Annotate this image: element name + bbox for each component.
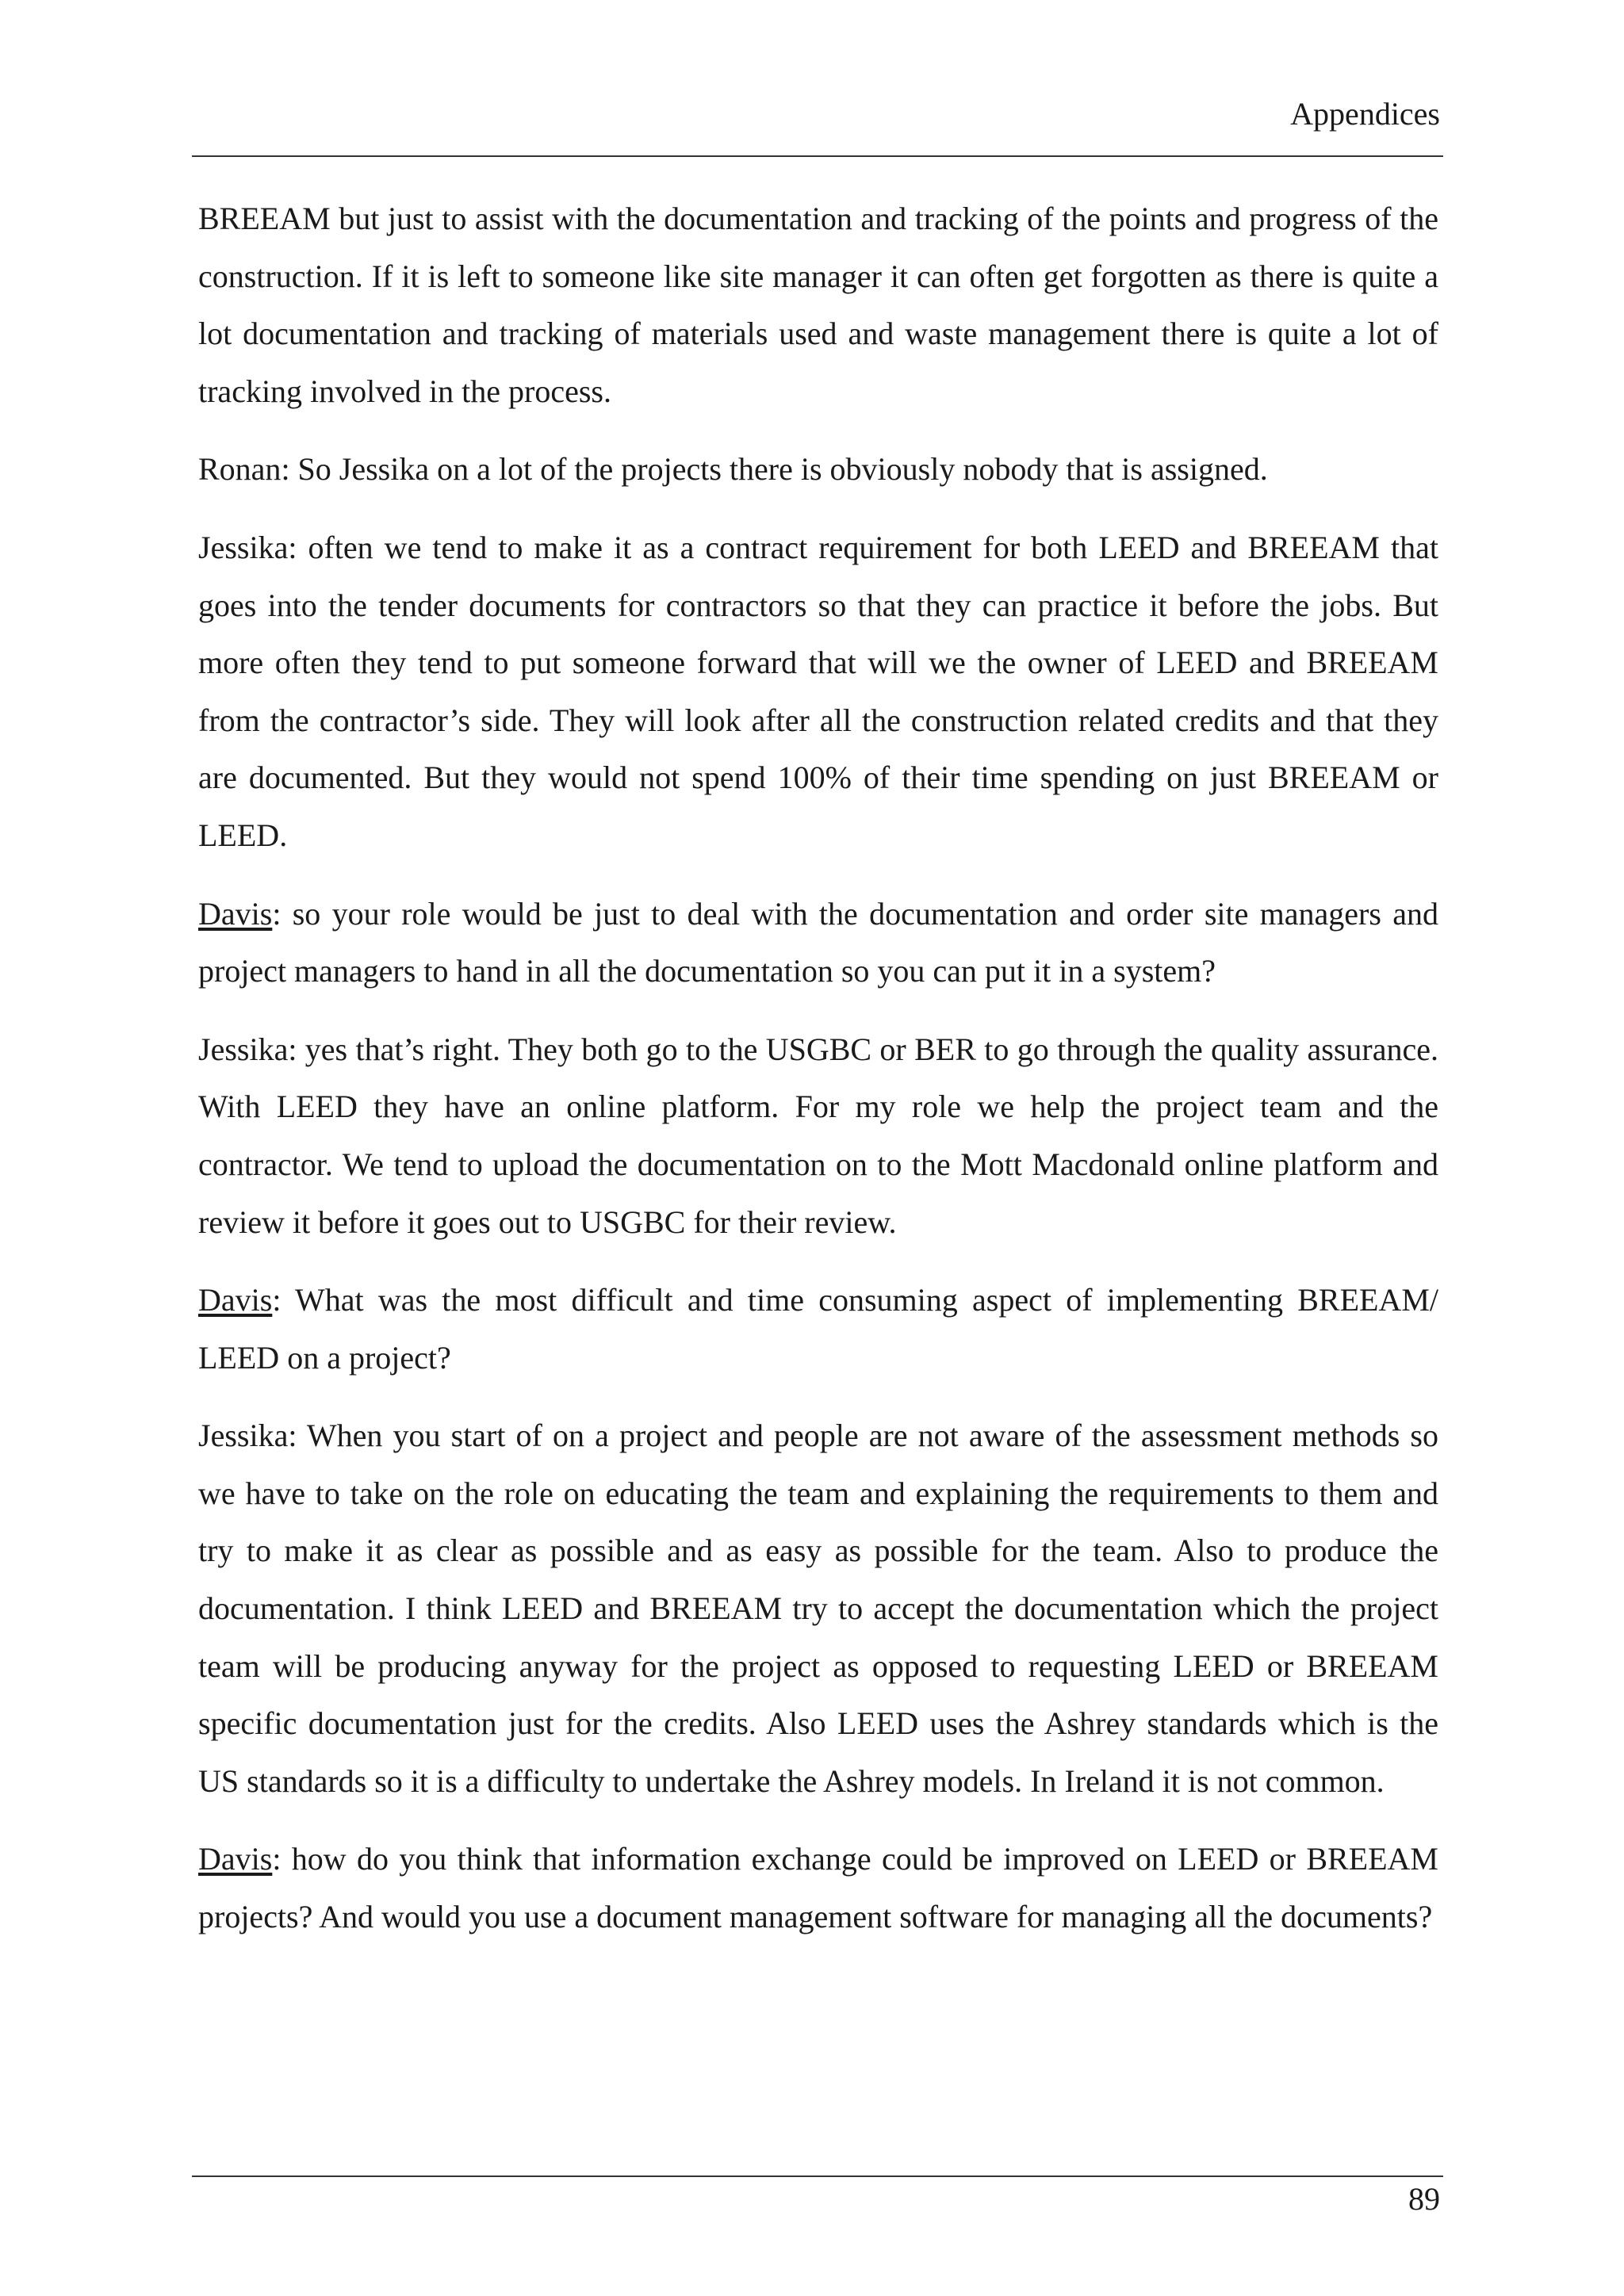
speaker-name: Jessika: [198, 529, 289, 565]
paragraph-continuation: [198, 190, 1438, 420]
document-body: [198, 190, 1438, 1967]
speaker-name: Jessika: [198, 1031, 289, 1067]
paragraph-davis: [198, 1831, 1438, 1946]
paragraph-jessika: [198, 1407, 1438, 1810]
footer-divider: [192, 2175, 1443, 2177]
paragraph-text: : often we tend to make it as a contract requirement for both LEED and BREEAM that goes into the tender documents for contractors so that they can practice it before the jobs. But more often they tend to put someone forward that will we the owner of LEED and BREEAM from the contractor’s side. They will look after all the construction related credits and that they are documented. But they would not spend 100% of their time spending on just BREEAM or LEED.: [198, 529, 1438, 853]
speaker-name: Davis: [198, 1841, 273, 1877]
running-header: Appendices: [1290, 96, 1440, 132]
paragraph-ronan: [198, 441, 1438, 499]
paragraph-jessika: [198, 519, 1438, 865]
paragraph-davis: [198, 1272, 1438, 1387]
speaker-name: Jessika: [198, 1418, 289, 1454]
paragraph-text: : so your role would be just to deal with the documentation and order site managers and project managers to hand in all the documentation so you can put it in a system?: [198, 895, 1438, 989]
paragraph-text: BREEAM but just to assist with the documentation and tracking of the points and progress of the construction. If it is left to someone like site manager it can often get forgotten as there is quite a lot documentation and tracking of materials used and waste management there is quite a lot of tracking involved in the process.: [198, 201, 1438, 409]
page-number: 89: [1408, 2181, 1440, 2217]
header-divider: [192, 155, 1443, 157]
paragraph-text: : yes that’s right. They both go to the USGBC or BER to go through the quality assurance. With LEED they have an online platform. For my role we help the project team and the contractor. We tend to upload the documentation on to the Mott Macdonald online platform and review it before it goes out to USGBC for their review.: [198, 1031, 1438, 1240]
paragraph-jessika: [198, 1021, 1438, 1251]
paragraph-text: : how do you think that information exchange could be improved on LEED or BREEAM projects? And would you use a document management software for managing all the documents?: [198, 1841, 1438, 1935]
speaker-name: Davis: [198, 1282, 273, 1318]
paragraph-text: : When you start of on a project and people are not aware of the assessment methods so we have to take on the role on educating the team and explaining the requirements to them and try to make it as clear as possible and as easy as possible for the team. Also to produce the documentation. I think LEED and BREEAM try to accept the documentation which the project team will be producing anyway for the project as opposed to requesting LEED or BREEAM specific documentation just for the credits. Also LEED uses the Ashrey standards which is the US standards so it is a difficulty to undertake the Ashrey models. In Ireland it is not common.: [198, 1418, 1438, 1799]
paragraph-davis: [198, 886, 1438, 1001]
speaker-name: Ronan: [198, 451, 282, 488]
paragraph-text: : What was the most difficult and time consuming aspect of implementing BREEAM/ LEED on a project?: [198, 1282, 1438, 1376]
speaker-name: Davis: [198, 895, 273, 932]
paragraph-text: : So Jessika on a lot of the projects there is obviously nobody that is assigned.: [281, 451, 1268, 488]
